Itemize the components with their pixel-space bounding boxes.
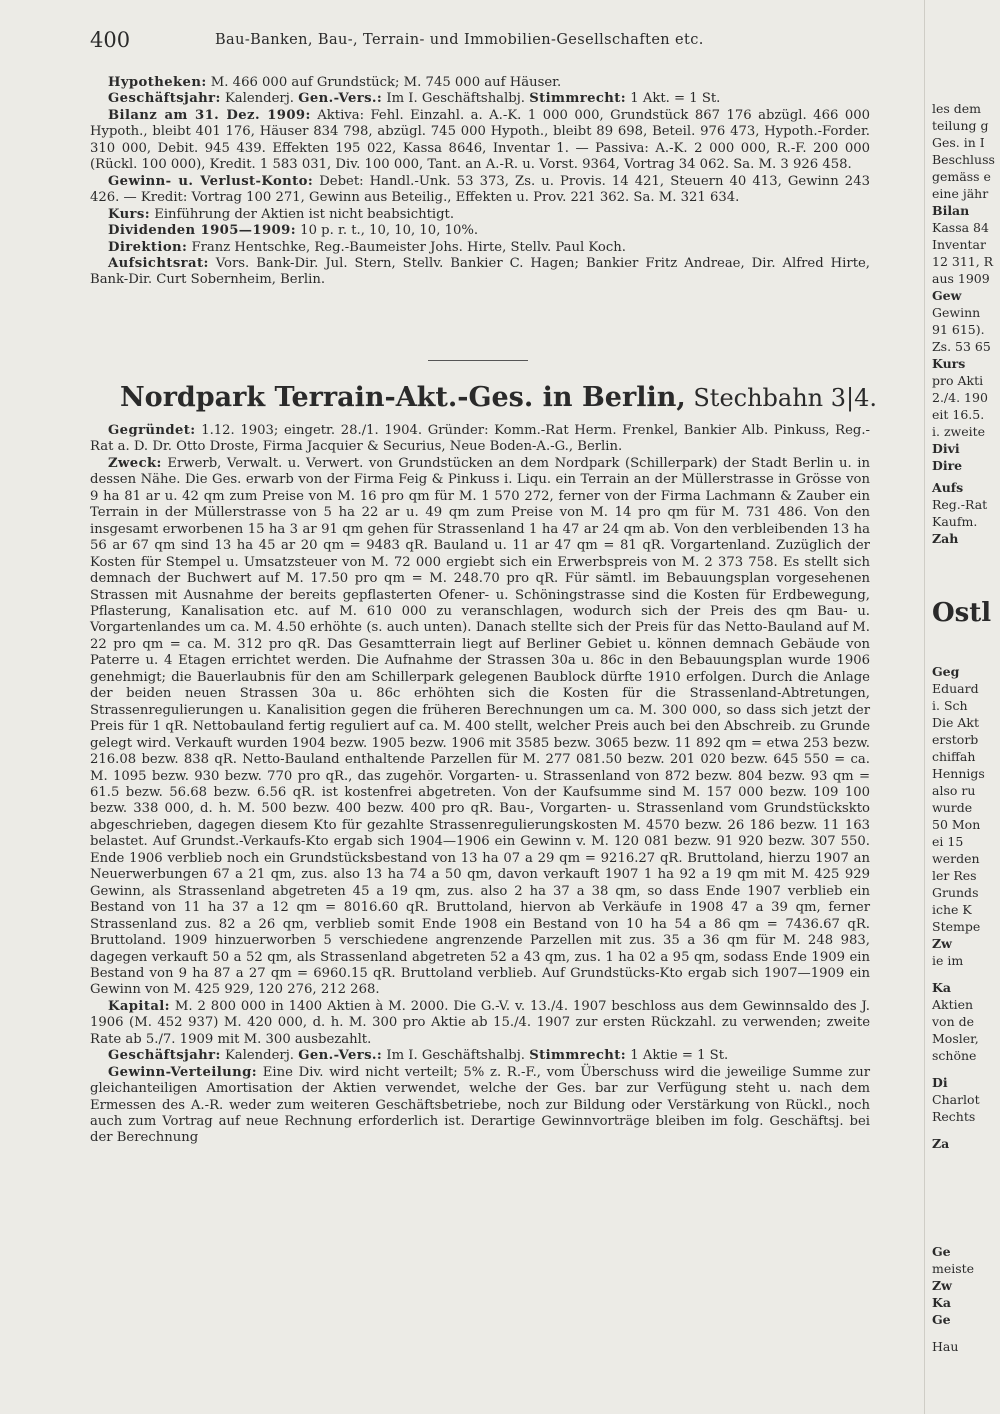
fragment-line: Inventar xyxy=(932,237,986,252)
fragment-line: aus 1909 xyxy=(932,271,990,286)
fragment-line: Die Akt xyxy=(932,715,980,730)
field-text: Debet: Handl.-Unk. 53 373, Zs. u. Provis. 14 421, Steuern 40 413, Gewinn 243 426. — Kredit: Vortrag 100 271, Gewinn aus Beteilig., Effekten u. Prov. 221 362. Sa. M. 321 634. xyxy=(90,173,870,206)
field-text: Eine Div. wird nicht verteilt; 5% z. R.-F., vom Überschuss wird die jeweilige Summe zur gleichanteiligen Amortisation der Aktien verwendet, welche der Ges. bar zur Verfügung steht u. nach dem Ermessen des A.-R. weder zum weiteren Geschäftsbetriebe, noch zur Bildung oder Verstärkung von Rückl., noch auch zum Vortrag auf neue Rechnung erforderlich ist. Derartige Gewinnvorträge bleiben im folg. Geschäftsj. bei der Berechnung xyxy=(90,1064,870,1146)
fragment-line: Divi xyxy=(932,441,960,456)
entry-paragraph xyxy=(90,174,870,207)
entry-paragraph xyxy=(90,999,870,1048)
page-number: 400 xyxy=(90,28,131,52)
fragment-line: Zah xyxy=(932,531,959,546)
field-label: Gewinn-Verteilung: xyxy=(108,1064,258,1080)
fragment-line: i. Sch xyxy=(932,698,968,713)
field-label: Aufsichtsrat: xyxy=(108,255,209,271)
fragment-line: iche K xyxy=(932,902,972,917)
field-label: Gen.-Vers.: xyxy=(298,91,383,107)
field-label: Geschäftsjahr: xyxy=(108,1048,221,1064)
fragment-line: Aufs xyxy=(932,480,964,495)
field-text: M. 466 000 auf Grundstück; M. 745 000 auf Häuser. xyxy=(206,75,562,90)
field-label: Kurs: xyxy=(108,206,151,222)
gutter-line xyxy=(924,0,925,1414)
field-text: 1.12. 1903; eingetr. 28./1. 1904. Gründer: Komm.-Rat Herm. Frenkel, Bankier Alb. Pinkuss, Reg.-Rat a. D. Dr. Otto Droste, Firma Jacquier & Securius, Neue Boden-A.-G., Berlin. xyxy=(90,423,870,455)
fragment-line: Aktien xyxy=(932,997,974,1012)
entry-paragraph xyxy=(90,1048,870,1064)
fragment-line: 12 311, R xyxy=(932,254,994,269)
fragment-line: 91 615). xyxy=(932,322,985,337)
fragment-line: Kurs xyxy=(932,356,966,371)
fragment-line: Dire xyxy=(932,458,963,473)
field-text: 1 Aktie = 1 St. xyxy=(626,1048,729,1064)
fragment-line: Gew xyxy=(932,288,962,303)
fragment-line: Ka xyxy=(932,980,951,995)
fragment-line: ie im xyxy=(932,953,964,968)
field-text: Vors. Bank-Dir. Jul. Stern, Stellv. Bankier C. Hagen; Bankier Fritz Andreae, Dir. Alfred Hirte, Bank-Dir. Curt Sobernheim, Berlin. xyxy=(90,255,870,288)
fragment-line: eit 16.5. xyxy=(932,407,985,422)
fragment-line: von de xyxy=(932,1014,975,1029)
fragment-line: meiste xyxy=(932,1261,975,1276)
field-label: Gewinn- u. Verlust-Konto: xyxy=(108,173,314,189)
field-label: Geschäftsjahr: xyxy=(108,91,221,107)
fragment-line: Hennigs xyxy=(932,766,985,781)
company-entry xyxy=(90,423,870,1147)
fragment-line: Kaufm. xyxy=(932,514,978,529)
fragment-line: werden xyxy=(932,851,980,866)
fragment-line: Charlot xyxy=(932,1092,980,1107)
fragment-line: teilung g xyxy=(932,118,989,133)
fragment-line: Grunds xyxy=(932,885,979,900)
field-text: Kalenderj. xyxy=(220,91,299,107)
previous-entry xyxy=(90,75,870,289)
field-label: Zweck: xyxy=(108,455,162,471)
field-text: Erwerb, Verwalt. u. Verwert. von Grundstücken an dem Nordpark (Schillerpark) der Stadt Berlin u. in dessen Nähe. Die Ges. erwarb von der Firma Feig & Pinkuss i. Liqu. ein Terrain an der Müllerstrasse in Grösse von 9 ha 81 ar u. 42 qm zum Preise von M. 16 pro qm für M. 1 570 272, ferner von der Firma Lachmann & Zauber ein Terrain in der Müllerstrasse von 5 ha 22 ar u. 49 qm zum Preise von M. 14 pro qm für M. 731 486. Von den insgesamt erworbenen 15 ha 3 ar 91 qm gehen für Strassenland 1 ha 47 ar 24 qm ab. Von den verbleibenden 13 ha 56 ar 67 qm sind 13 ha 45 ar 20 qm = 9483 qR. Bauland u. 11 ar 47 qm = 81 qR. Vorgartenland. Zuzüglich der Kosten für Stempel u. Umsatzsteuer von M. 72 000 ergiebt sich ein Erwerbspreis von M. 2 373 758. Es stellt sich demnach der Buchwert auf M. 17.50 pro qm = M. 248.70 pro qR. Für sämtl. im Bebauungsplan vorgesehenen Strassen mit Ausnahme der bereits gepflasterten Ofener- u. Schöningstrasse sind die Kosten für Erdbewegung, Pflasterung, Kanalisation etc. auf M. 610 000 zu veranschlagen, wodurch sich der Preis des qm Bau- u. Vorgartenlandes um ca. M. 4.50 erhöhte (s. auch unten). Danach stellte sich der Preis für das Netto-Bauland auf M. 22 pro qm = ca. M. 312 pro qR. Das Gesamtterrain liegt auf Berliner Gebiet u. können demnach Gebäude von Paterre u. 4 Etagen errichtet werden. Die Aufnahme der Strassen 30a u. 86c in den Bebauungsplan wurde 1906 genehmigt; die Bauerlaubnis für den am Schillerpark gelegenen Baublock dürfte 1910 erfolgen. Durch die Anlage der beiden neuen Strassen 30a u. 86c erhöhten sich die Kosten für die Strassenland-Abtretungen, Strassenregulierungen u. Kanalisition gegen die früheren Berechnungen um ca. M. 300 000, so dass sich jetzt der Preis für 1 qR. Nettobauland fertig reguliert auf ca. M. 400 stellt, welcher Preis auch bei den Abschreib. zu Grunde gelegt wird. Verkauft wurden 1904 bezw. 1905 bezw. 1906 mit 3585 bezw. 3065 bezw. 11 892 qm = etwa 253 bezw. 216.08 bezw. 838 qR. Netto-Bauland enthaltende Parzellen für M. 277 081.50 bezw. 201 020 bezw. 645 550 = ca. M. 1095 bezw. 930 bezw. 770 pro qR., das zugehör. Vorgarten- u. Strassenland von 872 bezw. 804 bezw. 93 qm = 61.5 bezw. 56.68 bezw. 6.56 qR. ist kostenfrei abgetreten. Von der Kaufsumme sind M. 157 000 bezw. 109 100 bezw. 338 000, d. h. M. 500 bezw. 400 bezw. 400 pro qR. Bau-, Vorgarten- u. Strassenland vom Grundstückskto abgeschrieben, dagegen diesem Kto für gezahlte Strassenregulierungskosten M. 4570 bezw. 26 186 bezw. 11 163 belastet. Auf Grundst.-Verkaufs-Kto ergab sich 1904—1906 ein Gewinn v. M. 120 081 bezw. 91 920 bezw. 307 550. Ende 1906 verblieb noch ein Grundstücksbestand von 13 ha 07 a 29 qm = 9216.27 qR. Bruttoland, hierzu 1907 an Neuerwerbungen 67 a 21 qm, zus. also 13 ha 74 a 50 qm, davon verkauft 1907 1 ha 92 a 19 qm mit M. 425 929 Gewinn, als Strassenland abgetreten 45 a 19 qm, zus. also 2 ha 37 a 38 qm, so dass Ende 1907 verblieb ein Bestand von 11 ha 37 a 12 qm = 8016.60 qR. Bruttoland, hiervon ab Verkäufe in 1908 47 a 39 qm, ferner Strassenland zus. 82 a 26 qm, verblieb somit Ende 1908 ein Bestand von 10 ha 54 a 86 qm = 7436.67 qR. Bruttoland. 1909 hinzuerworben 5 verschiedene angrenzende Parzellen mit zus. 35 a 36 qm für M. 248 983, dagegen verkauft 50 a 52 qm, als Strassenland abgetreten 52 a 43 qm, zus. 1 ha 02 a 95 qm, sodass Ende 1909 ein Bestand von 9 ha 87 a 27 qm = 6960.15 qR. Bruttoland verblieb. Auf Grundstücks-Kto ergab sich 1907—1909 ein Gewinn von M. 425 929, 120 276, 212 268. xyxy=(90,455,870,998)
company-name: Nordpark Terrain-Akt.-Ges. in Berlin, xyxy=(120,382,686,413)
fragment-line: Ge xyxy=(932,1312,951,1327)
field-text: Im I. Geschäftshalbj. xyxy=(382,1048,530,1064)
fragment-line: Geg xyxy=(932,664,960,679)
separator-rule xyxy=(428,360,528,361)
company-heading xyxy=(120,382,920,413)
field-label: Hypotheken: xyxy=(108,75,207,90)
field-label: Gen.-Vers.: xyxy=(298,1048,383,1064)
running-head: Bau-Banken, Bau-, Terrain- und Immobilien-Gesellschaften etc. xyxy=(215,32,704,48)
fragment-line: erstorb xyxy=(932,732,979,747)
fragment-line: chiffah xyxy=(932,749,976,764)
fragment-line: Ka xyxy=(932,1295,951,1310)
entry-paragraph xyxy=(90,108,870,174)
field-text: Franz Hentschke, Reg.-Baumeister Johs. Hirte, Stellv. Paul Koch. xyxy=(187,239,626,255)
fragment-line: ei 15 xyxy=(932,834,964,849)
fragment-line: Zw xyxy=(932,936,952,951)
field-text: Im I. Geschäftshalbj. xyxy=(382,91,530,107)
entry-paragraph xyxy=(90,256,870,289)
entry-paragraph xyxy=(90,423,870,456)
company-address: Stechbahn 3|4. xyxy=(685,384,878,412)
field-label: Direktion: xyxy=(108,239,188,255)
fragment-line: Rechts xyxy=(932,1109,976,1124)
fragment-line: schöne xyxy=(932,1048,977,1063)
fragment-line: 2./4. 190 xyxy=(932,390,988,405)
fragment-line: Kassa 84 xyxy=(932,220,989,235)
field-text: M. 2 800 000 in 1400 Aktien à M. 2000. Die G.-V. v. 13./4. 1907 beschloss aus dem Gewinnsaldo des J. 1906 (M. 452 937) M. 420 000, d. h. M. 300 pro Aktie ab 15./4. 1907 zur ersten Rückzahl. zu verwenden; zweite Rate ab 5./7. 1909 mit M. 300 ausbezahlt. xyxy=(90,998,870,1047)
entry-paragraph xyxy=(90,91,870,107)
fragment-line: Mosler, xyxy=(932,1031,979,1046)
entry-paragraph xyxy=(90,75,870,91)
field-text: Aktiva: Fehl. Einzahl. a. A.-K. 1 000 000, Grundstück 867 176 abzügl. 466 000 Hypoth., bleibt 401 176, Häuser 834 798, abzügl. 745 000 Hypoth., bleibt 89 698, Beteil. 976 473, Hypoth.-Forder. 310 000, Debit. 945 439. Effekten 195 022, Kassa 8646, Inventar 1. — Passiva: A.-K. 2 000 000, R.-F. 200 000 (Rückl. 100 000), Kredit. 1 583 031, Div. 100 000, Tant. an A.-R. u. Vorst. 9364, Vortrag 34 062. Sa. M. 3 926 458. xyxy=(90,107,870,173)
fragment-line: wurde xyxy=(932,800,973,815)
fragment-line: Zw xyxy=(932,1278,952,1293)
fragment-line: Bilan xyxy=(932,203,970,218)
fragment-line: Hau xyxy=(932,1339,959,1354)
fragment-line: Za xyxy=(932,1136,950,1151)
fragment-line: i. zweite xyxy=(932,424,986,439)
field-label: Stimmrecht: xyxy=(529,1048,627,1064)
fragment-line: pro Akti xyxy=(932,373,984,388)
entry-paragraph xyxy=(90,1065,870,1147)
fragment-line: Di xyxy=(932,1075,948,1090)
fragment-line: Ge xyxy=(932,1244,951,1259)
fragment-line: Stempe xyxy=(932,919,981,934)
fragment-line: Ostl xyxy=(932,598,992,628)
fragment-line: les dem xyxy=(932,101,982,116)
fragment-line: ler Res xyxy=(932,868,977,883)
field-label: Kapital: xyxy=(108,998,170,1014)
entry-paragraph xyxy=(90,223,870,239)
entry-paragraph xyxy=(90,240,870,256)
fragment-line: Zs. 53 65 xyxy=(932,339,991,354)
entry-paragraph xyxy=(90,456,870,999)
field-text: 1 Akt. = 1 St. xyxy=(626,91,721,107)
field-label: Bilanz am 31. Dez. 1909: xyxy=(108,107,311,123)
field-label: Stimmrecht: xyxy=(529,91,627,107)
page-header xyxy=(90,28,930,54)
field-label: Dividenden 1905—1909: xyxy=(108,223,296,239)
fragment-line: Beschluss xyxy=(932,152,995,167)
fragment-line: Gewinn xyxy=(932,305,981,320)
fragment-line: also ru xyxy=(932,783,976,798)
fragment-line: gemäss e xyxy=(932,169,991,184)
field-text: Einführung der Aktien ist nicht beabsichtigt. xyxy=(150,206,455,222)
adjacent-page-fragment xyxy=(926,0,1000,1414)
fragment-line: Eduard xyxy=(932,681,979,696)
fragment-line: Ges. in I xyxy=(932,135,985,150)
fragment-line: Reg.-Rat xyxy=(932,497,988,512)
field-text: 10 p. r. t., 10, 10, 10, 10%. xyxy=(295,223,479,239)
field-label: Gegründet: xyxy=(108,423,196,438)
entry-paragraph xyxy=(90,207,870,223)
fragment-line: eine jähr xyxy=(932,186,989,201)
fragment-line: 50 Mon xyxy=(932,817,981,832)
field-text: Kalenderj. xyxy=(220,1048,299,1064)
